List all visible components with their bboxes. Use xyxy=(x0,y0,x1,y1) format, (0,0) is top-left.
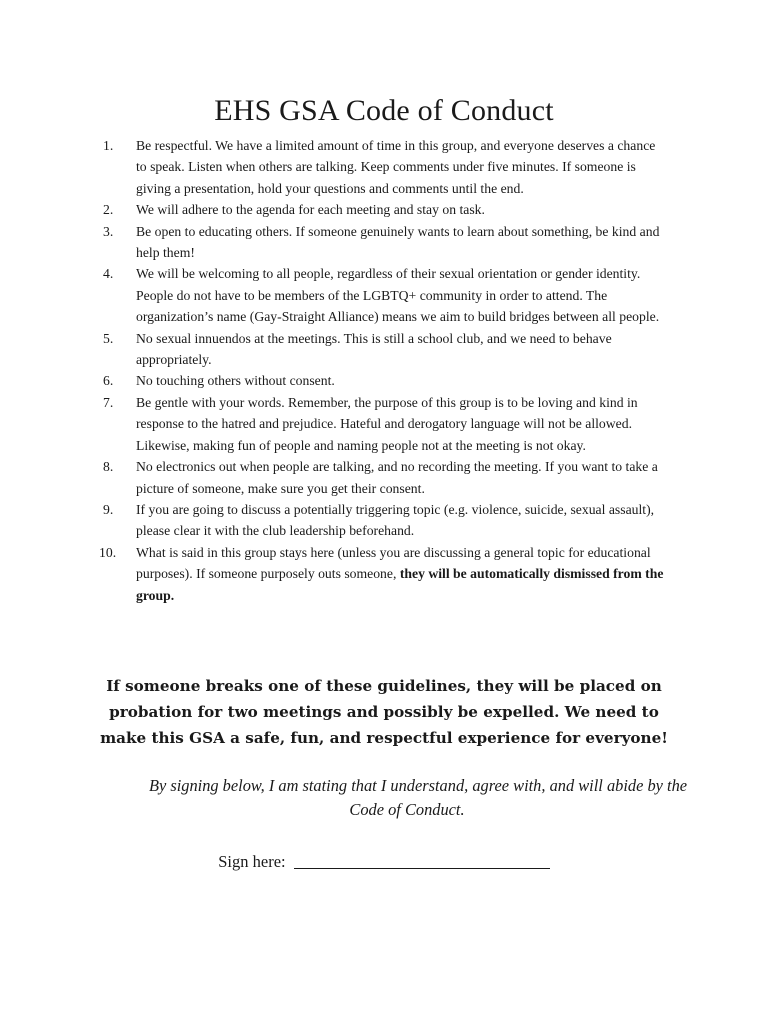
rule-number: 5. xyxy=(103,330,114,346)
rule-number: 2. xyxy=(103,202,114,218)
list-item xyxy=(0,392,666,456)
rule-text: We will adhere to the agenda for each meeting and stay on task. xyxy=(136,202,485,218)
agreement-statement: By signing below, I am stating that I understand, agree with, and will abide by the Code of Conduct. xyxy=(148,776,688,819)
rule-text: We will be welcoming to all people, regardless of their sexual orientation or gender identity. People do not have to be members of the LGBTQ+ community in order to attend. The organization’s name (Gay-Straight Alliance) means we aim to build bridges between all people. xyxy=(136,266,660,325)
rule-text: If you are going to discuss a potentially triggering topic (e.g. violence, suicide, sexual assault), please clear it with the club leadership beforehand. xyxy=(136,501,655,539)
sign-label: Sign here: xyxy=(218,852,286,871)
list-item xyxy=(0,456,666,499)
list-item xyxy=(0,135,666,199)
rule-number: 10. xyxy=(99,544,117,560)
rule-text: No electronics out when people are talking, and no recording the meeting. If you want to take a picture of someone, make sure you get their consent. xyxy=(136,459,658,496)
signature-row xyxy=(0,850,768,874)
rule-text: Be open to educating others. If someone genuinely wants to learn about something, be kind and help them! xyxy=(136,223,660,261)
rules-list xyxy=(0,135,768,606)
list-item xyxy=(0,263,666,327)
list-item xyxy=(0,199,666,220)
rule-text: Be gentle with your words. Remember, the purpose of this group is to be loving and kind in response to the hatred and prejudice. Hateful and derogatory language will not be allowed. Likewise, making fun of people and naming people not at the meeting is not okay. xyxy=(136,394,638,453)
rule-text: No sexual innuendos at the meetings. This is still a school club, and we need to behave appropriately. xyxy=(136,330,612,368)
rule-number: 8. xyxy=(103,459,114,475)
rule-number: 3. xyxy=(103,223,114,239)
rule-number: 1. xyxy=(103,138,114,153)
list-item xyxy=(0,328,666,371)
rule-number: 9. xyxy=(103,501,114,517)
rule-text xyxy=(136,545,663,603)
list-item xyxy=(0,542,666,606)
rule-number: 7. xyxy=(103,394,114,410)
list-item xyxy=(0,221,666,264)
page-title: EHS GSA Code of Conduct xyxy=(214,94,554,127)
list-item xyxy=(0,370,666,391)
rule-text: No touching others without consent. xyxy=(136,373,335,389)
rule-text: Be respectful. We have a limited amount of time in this group, and everyone deserves a chance to speak. Listen when others are talking. Keep comments under five minutes. If someone is giving a presentation, hold your questions and comments until the end. xyxy=(136,138,656,196)
rule-number: 4. xyxy=(103,266,114,282)
rule-number: 6. xyxy=(103,373,114,389)
probation-warning: If someone breaks one of these guidelines, they will be placed on probation for two meetings and possibly be expelled. We need to make this GSA a safe, fun, and respectful experience for everyone! xyxy=(100,677,668,747)
rule-text-plain: What is said in this group stays here (unless you are discussing a general topic for educational purposes). If someone purposely outs someone, xyxy=(136,544,651,582)
signature-line[interactable] xyxy=(294,851,550,869)
list-item xyxy=(0,499,666,542)
rule-text-bold: they will be automatically dismissed from the group. xyxy=(136,566,664,603)
